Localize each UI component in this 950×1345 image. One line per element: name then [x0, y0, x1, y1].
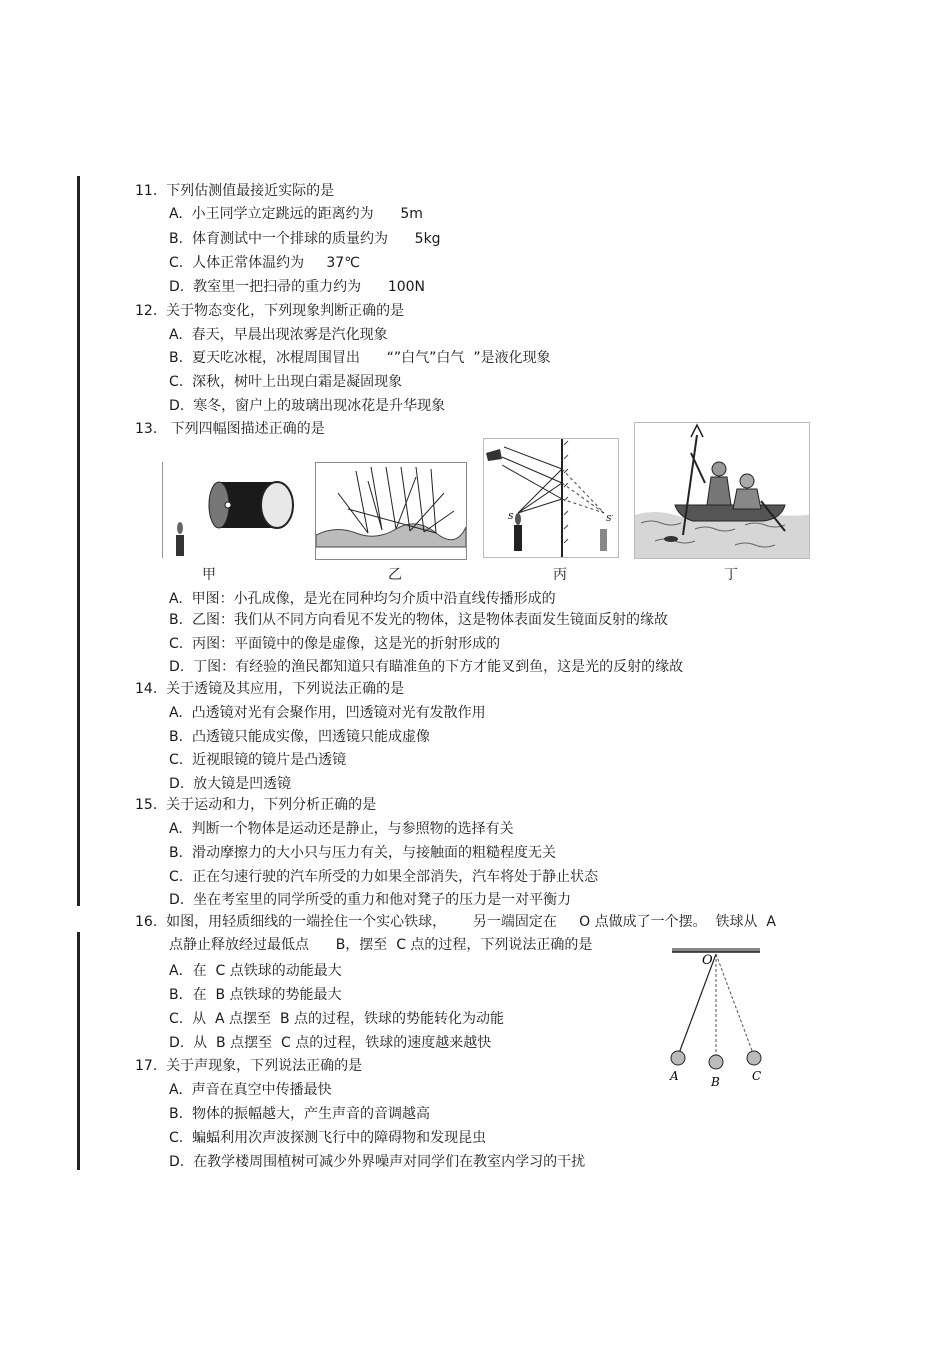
q13-option-c: C. 丙图：平面镜中的像是虚像，这是光的折射形成的: [169, 636, 501, 652]
q15-option-d: D. 坐在考室里的同学所受的重力和他对凳子的压力是一对平衡力: [169, 892, 572, 908]
caption-jia: 甲: [202, 567, 216, 583]
margin-bar-bottom: [77, 932, 80, 1170]
caption-yi: 乙: [388, 567, 402, 583]
q17-option-b: B. 物体的振幅越大，产生声音的音调越高: [169, 1106, 430, 1122]
q17-option-a: A. 声音在真空中传播最快: [169, 1082, 332, 1098]
figure-ding-fishermen: [634, 422, 810, 559]
question-12-stem: 12. 关于物态变化，下列现象判断正确的是: [135, 303, 405, 319]
q17-option-d: D. 在教学楼周围植树可减少外界噪声对同学们在教室内学习的干扰: [169, 1154, 586, 1170]
q16-option-c: C. 从 A 点摆至 B 点的过程，铁球的势能转化为动能: [169, 1011, 505, 1027]
q16-option-d: D. 从 B 点摆至 C 点的过程，铁球的速度越来越快: [169, 1035, 492, 1051]
q12-option-a: A. 春天，早晨出现浓雾是汽化现象: [169, 327, 388, 343]
q13-option-a: A. 甲图：小孔成像，是光在同种均匀介质中沿直线传播形成的: [169, 591, 556, 607]
question-13-stem: 13. 下列四幅图描述正确的是: [135, 421, 325, 437]
label-s: S: [508, 512, 514, 521]
question-16-stem-continued: 点静止释放经过最低点 B，摆至 C 点的过程，下列说法正确的是: [169, 937, 593, 953]
q12-option-c: C. 深秋，树叶上出现白霜是凝固现象: [169, 374, 403, 390]
q11-option-c: C. 人体正常体温约为 37℃: [169, 255, 360, 271]
question-15-stem: 15. 关于运动和力，下列分析正确的是: [135, 797, 377, 813]
figure-jia-pinhole: [162, 462, 297, 558]
question-16-stem: 16. 如图，用轻质细线的一端拴住一个实心铁球， 另一端固定在 O 点做成了一个摆。 铁球从 A: [135, 914, 776, 930]
q14-option-c: C. 近视眼镜的镜片是凸透镜: [169, 752, 347, 768]
label-a: A: [670, 1069, 679, 1083]
figure-yi-diffuse-reflection: [315, 462, 467, 560]
q17-option-c: C. 蝙蝠利用次声波探测飞行中的障碍物和发现昆虫: [169, 1130, 487, 1146]
q13-option-d: D. 丁图：有经验的渔民都知道只有瞄准鱼的下方才能叉到鱼，这是光的反射的缘故: [169, 659, 684, 675]
q14-option-b: B. 凸透镜只能成实像，凹透镜只能成虚像: [169, 729, 430, 745]
figure-pendulum: [668, 948, 764, 1090]
margin-bar-top: [77, 176, 80, 906]
question-17-stem: 17. 关于声现象，下列说法正确的是: [135, 1058, 363, 1074]
q12-option-d: D. 寒冬，窗户上的玻璃出现冰花是升华现象: [169, 398, 446, 414]
label-b: B: [711, 1075, 720, 1089]
figure-bing-plane-mirror: [483, 438, 619, 558]
q13-option-b: B. 乙图：我们从不同方向看见不发光的物体，这是物体表面发生镜面反射的缘故: [169, 612, 668, 628]
caption-bing: 丙: [553, 567, 567, 583]
label-s-prime: S′: [606, 514, 614, 523]
caption-ding: 丁: [724, 567, 738, 583]
label-c: C: [752, 1069, 762, 1083]
q15-option-b: B. 滑动摩擦力的大小只与压力有关，与接触面的粗糙程度无关: [169, 845, 556, 861]
q15-option-a: A. 判断一个物体是运动还是静止，与参照物的选择有关: [169, 821, 514, 837]
label-o: O: [702, 953, 713, 968]
q14-option-d: D. 放大镜是凹透镜: [169, 776, 292, 792]
q12-option-b: B. 夏天吃冰棍，冰棍周围冒出 “”白气”白气 ”是液化现象: [169, 350, 551, 366]
q11-option-b: B. 体育测试中一个排球的质量约为 5kg: [169, 231, 441, 247]
q11-option-a: A. 小王同学立定跳远的距离约为 5m: [169, 206, 423, 222]
question-11-stem: 11. 下列估测值最接近实际的是: [135, 183, 335, 199]
q14-option-a: A. 凸透镜对光有会聚作用，凹透镜对光有发散作用: [169, 705, 486, 721]
q16-option-a: A．在 C 点铁球的动能最大: [169, 963, 342, 979]
q15-option-c: C. 正在匀速行驶的汽车所受的力如果全部消失，汽车将处于静止状态: [169, 869, 599, 885]
q11-option-d: D. 教室里一把扫帚的重力约为 100N: [169, 279, 426, 295]
q16-option-b: B．在 B 点铁球的势能最大: [169, 987, 342, 1003]
question-14-stem: 14. 关于透镜及其应用，下列说法正确的是: [135, 681, 405, 697]
